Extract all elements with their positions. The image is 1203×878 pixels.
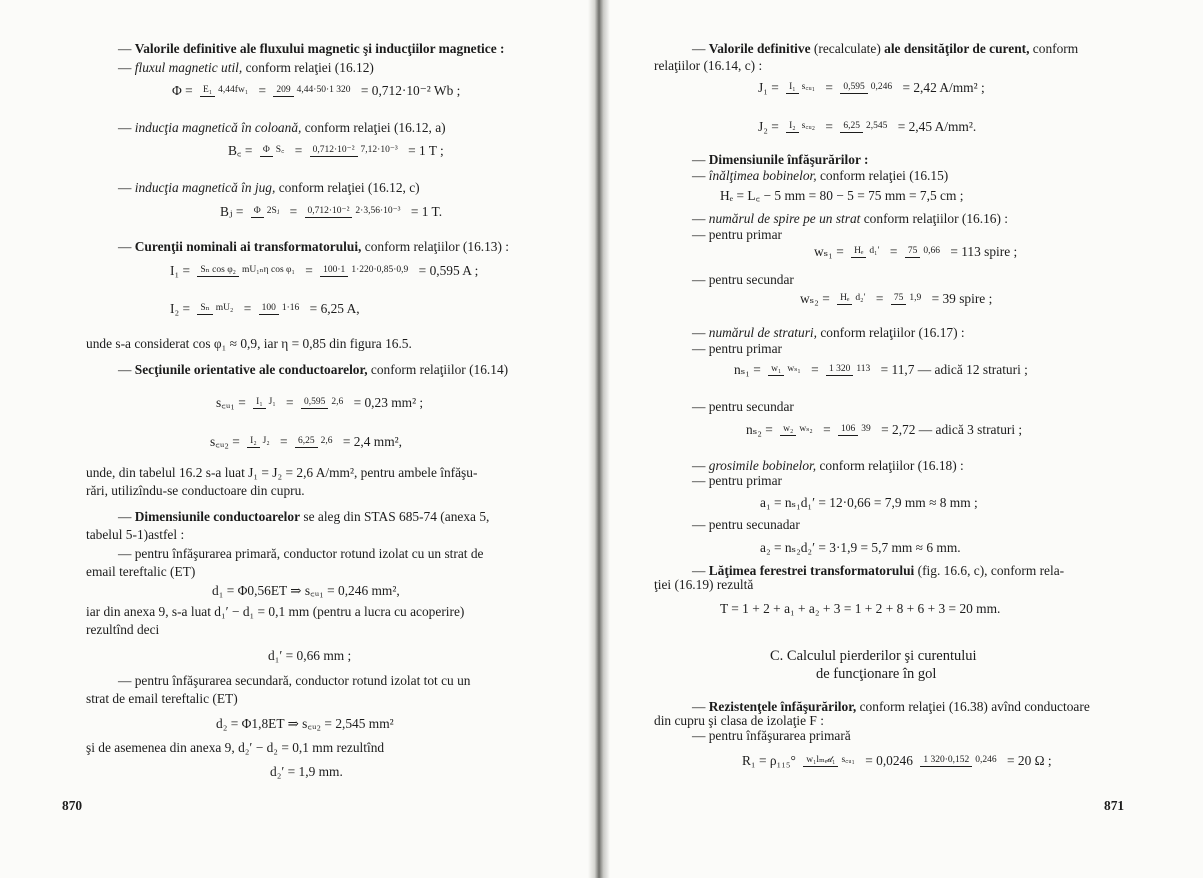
text-line: — înălţimea bobinelor, conform relaţiei (16.15) (692, 168, 949, 183)
text-line: — pentru primar (692, 473, 782, 488)
text-line: iar din anexa 9, s-a luat d₁′ − d₁ = 0,1 mm (pentru a lucra cu acoperire) (86, 604, 465, 619)
section-heading: — Dimensiunile înfăşurărilor : (692, 152, 869, 167)
equation-flux: Φ = E₁ 4,44fw₁ = 209 4,44·50·1 320 = 0,712·10⁻² Wb ; (172, 82, 461, 98)
text-line: — pentru înfăşurarea secundară, conductor rotund izolat tot cu un (118, 673, 471, 688)
text-line: din cupru şi clasa de izolaţie F : (654, 713, 824, 728)
equation-a2: a₂ = nₛ₂d₂′ = 3·1,9 = 5,7 mm ≈ 6 mm. (760, 540, 961, 555)
equation-ws1: wₛ₁ = Hₑ d₁′ = 75 0,66 = 113 spire ; (814, 243, 1018, 259)
equation-j2: J₂ = I₂ s꜀ᵤ₂ = 6,25 2,545 = 2,45 A/mm². (758, 118, 977, 134)
text-line: email tereftalic (ET) (86, 564, 196, 579)
equation-j1: J₁ = I₁ s꜀ᵤ₁ = 0,595 0,246 = 2,42 A/mm² ; (758, 79, 985, 95)
right-page (604, 0, 1203, 878)
equation-d1: d₁ = Φ0,56ET ⇒ s꜀ᵤ₁ = 0,246 mm², (212, 583, 400, 598)
chapter-heading: C. Calculul pierderilor şi curentului (770, 648, 977, 664)
equation-t: T = 1 + 2 + a₁ + a₂ + 3 = 1 + 2 + 8 + 6 + 3 = 20 mm. (720, 601, 1001, 616)
equation-d1-prime: d₁′ = 0,66 mm ; (268, 648, 352, 663)
page-number: 871 (1104, 798, 1125, 813)
text-line: — numărul de spire pe un strat conform relaţiilor (16.16) : (692, 211, 1009, 226)
left-page (0, 0, 596, 878)
equation-d2: d₂ = Φ1,8ET ⇒ s꜀ᵤ₂ = 2,545 mm² (216, 716, 394, 731)
equation-scu2: s꜀ᵤ₂ = I₂ J₂ = 6,25 2,6 = 2,4 mm², (210, 433, 402, 449)
chapter-heading: de funcţionare în gol (816, 666, 937, 682)
section-heading: — Lăţimea ferestrei transformatorului (fig. 16.6, c), conform rela- (692, 563, 1065, 578)
text-line: rări, utilizîndu-se conductoare din cupru. (86, 483, 305, 498)
equation-bc: B꜀ = Φ S꜀ = 0,712·10⁻² 7,12·10⁻³ = 1 T ; (228, 142, 444, 158)
equation-ns1: nₛ₁ = w₁ wₛ₁ = 1 320 113 = 11,7 — adică 12 straturi ; (734, 361, 1028, 377)
text-line: — pentru secundar (692, 272, 794, 287)
equation-scu1: s꜀ᵤ₁ = I₁ J₁ = 0,595 2,6 = 0,23 mm² ; (216, 394, 424, 410)
text-line: — pentru secundar (692, 399, 794, 414)
equation-r1: R₁ = ρ₁₁₅° w₁lₘₑ𝒹₁ s꜀ᵤ₁ = 0,0246 1 320·0,152 0,246 = 20 Ω ; (742, 752, 1052, 768)
equation-i2: I₂ = Sₙ mU₂ = 100 1·16 = 6,25 A, (170, 300, 360, 316)
section-heading: — Valorile definitive ale fluxului magnetic şi inducţiilor magnetice : (118, 41, 505, 56)
text-line: ţiei (16.19) rezultă (654, 577, 754, 592)
text-line: — pentru înfăşurarea primară (692, 728, 851, 743)
section-heading: — Valorile definitive (recalculate) ale densităţilor de curent, conform (692, 41, 1079, 56)
section-heading: — Curenţii nominali ai transformatorului, conform relaţiilor (16.13) : (118, 239, 510, 254)
equation-ws2: wₛ₂ = Hₑ d₂′ = 75 1,9 = 39 spire ; (800, 290, 993, 306)
text-line: — pentru înfăşurarea primară, conductor rotund izolat cu un strat de (118, 546, 484, 561)
text-line: rezultînd deci (86, 622, 160, 637)
text-line: — inducţia magnetică în jug, conform relaţiei (16.12, c) (118, 180, 420, 195)
text-line: — pentru secunadar (692, 517, 800, 532)
text-line: — grosimile bobinelor, conform relaţiilor (16.18) : (692, 458, 964, 473)
section-heading: — Rezistenţele înfăşurărilor, conform relaţiei (16.38) avînd conductoare (692, 699, 1090, 714)
text-line: şi de asemenea din anexa 9, d₂′ − d₂ = 0,1 mm rezultînd (86, 740, 385, 755)
text-line: unde, din tabelul 16.2 s-a luat J₁ = J₂ = 2,6 A/mm², pentru ambele înfăşu- (86, 465, 478, 480)
equation-ns2: nₛ₂ = w₂ wₛ₂ = 106 39 = 2,72 — adică 3 straturi ; (746, 421, 1023, 437)
equation-i1: I₁ = Sₙ cos φ₂ mU₁ₙη cos φ₁ = 100·1 1·220·0,85·0,9 = 0,595 A ; (170, 262, 479, 278)
text-line: — numărul de straturi, conform relaţiilor (16.17) : (692, 325, 965, 340)
text-line: relaţiilor (16.14, c) : (654, 58, 763, 73)
text-line: strat de email tereftalic (ET) (86, 691, 238, 706)
section-heading: — Secţiunile orientative ale conductoarelor, conform relaţiilor (16.14) (118, 362, 509, 377)
text-line: unde s-a considerat cos φ₁ ≈ 0,9, iar η = 0,85 din figura 16.5. (86, 336, 412, 351)
equation-d2-prime: d₂′ = 1,9 mm. (270, 764, 343, 779)
equation-hb: Hₑ = L꜀ − 5 mm = 80 − 5 = 75 mm = 7,5 cm ; (720, 188, 964, 203)
text-line: — inducţia magnetică în coloană, conform relaţiei (16.12, a) (118, 120, 446, 135)
text-line: tabelul 5-1)astfel : (86, 527, 185, 542)
equation-bj: Bⱼ = Φ 2Sⱼ = 0,712·10⁻² 2·3,56·10⁻³ = 1 T. (220, 203, 443, 219)
text-line: — fluxul magnetic util, conform relaţiei (16.12) (118, 60, 374, 75)
page-number: 870 (62, 798, 83, 813)
equation-a1: a₁ = nₛ₁d₁′ = 12·0,66 = 7,9 mm ≈ 8 mm ; (760, 495, 978, 510)
section-heading: — Dimensiunile conductoarelor se aleg din STAS 685-74 (anexa 5, (118, 509, 490, 524)
text-line: — pentru primar (692, 341, 782, 356)
text-line: — pentru primar (692, 227, 782, 242)
